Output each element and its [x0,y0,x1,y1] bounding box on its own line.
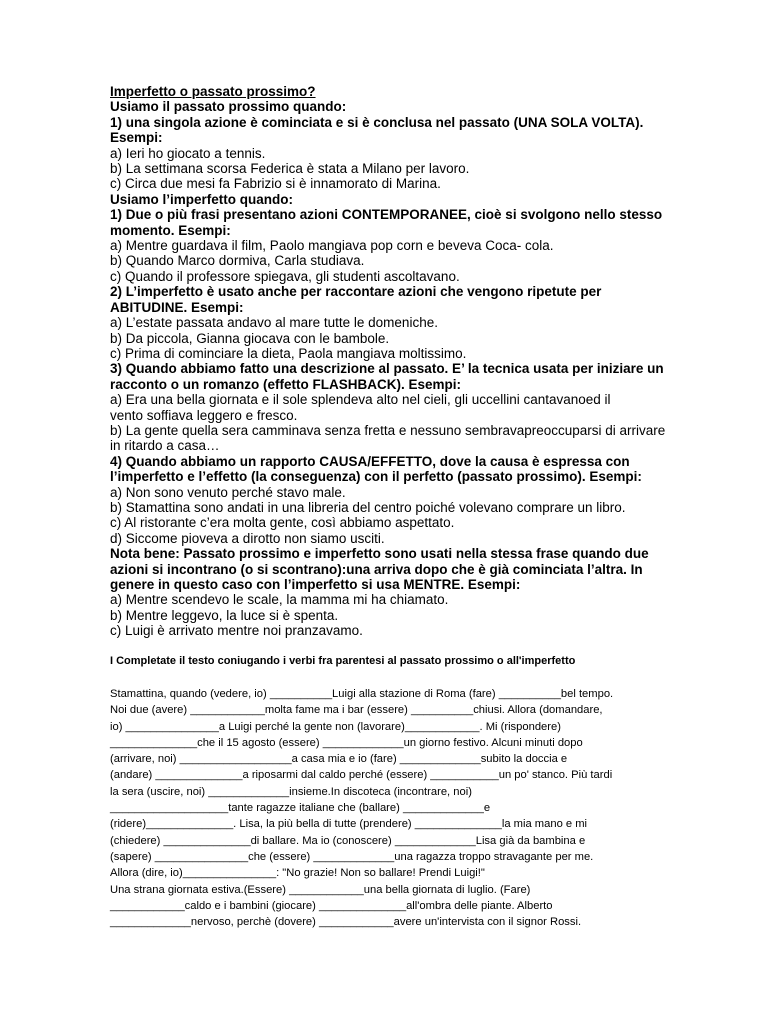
exercise-line: ______________che il 15 agosto (essere) _____________un giorno festivo. Alcuni minuti dopo [110,736,583,749]
exercise-line: Allora (dire, io)_______________: "No grazie! Non so ballare! Prendi Luigi!" [110,867,485,880]
theory-line: b) Stamattina sono andati in una libreria del centro poiché volevano comprare un libro. [110,499,626,515]
theory-line: d) Siccome pioveva a dirotto non siamo usciti. [110,530,385,546]
theory-line: 3) Quando abbiamo fatto una descrizione al passato. E’ la tecnica usata per iniziare un [110,361,664,377]
exercise-line: (chiedere) ______________di ballare. Ma io (conoscere) _____________Lisa già da bambina e [110,834,586,847]
theory-line: a) Mentre scendevo le scale, la mamma mi ha chiamato. [110,592,449,608]
exercise-line: (andare) ______________a riposarmi dal caldo perché (essere) ___________un po' stanco. Più tardi [110,769,613,782]
theory-line: b) Mentre leggevo, la luce si è spenta. [110,607,339,623]
theory-line: b) La settimana scorsa Federica è stata a Milano per lavoro. [110,161,470,177]
theory-line: 1) una singola azione è cominciata e si è conclusa nel passato (UNA SOLA VOLTA). [110,114,644,130]
theory-line: c) Quando il professore spiegava, gli studenti ascoltavano. [110,268,460,284]
theory-line: l’imperfetto e l’effetto (la conseguenza) con il perfetto (passato prossimo). Esempi: [110,469,642,485]
exercise-line: la sera (uscire, noi) _____________insieme.In discoteca (incontrare, noi) [110,785,472,798]
theory-line: a) Mentre guardava il film, Paolo mangiava pop corn e beveva Coca- cola. [110,238,554,254]
exercise-line: _____________nervoso, perchè (dovere) ____________avere un'intervista con il signor Rossi. [110,916,582,929]
theory-line: Imperfetto o passato prossimo? [110,84,316,99]
theory-line: in ritardo a casa… [110,438,220,454]
exercise-line: (ridere)______________. Lisa, la più bella di tutte (prendere) ______________la mia mano e mi [110,818,588,831]
theory-line: vento soffiava leggero e fresco. [110,407,298,423]
theory-line: momento. Esempi: [110,222,231,238]
theory-line: ABITUDINE. Esempi: [110,299,244,315]
theory-line: 2) L’imperfetto è usato anche per raccontare azioni che vengono ripetute per [110,284,602,300]
exercise-line: Stamattina, quando (vedere, io) __________Luigi alla stazione di Roma (fare) __________bel tempo. [110,688,614,700]
theory-line: b) La gente quella sera camminava senza fretta e nessuno sembravapreoccuparsi di arrivare [110,422,666,438]
theory-line: azioni si incontrano (o si scontrano):una arriva dopo che è già cominciata l’altra. In [110,561,643,577]
theory-line: genere in questo caso con l’imperfetto si usa MENTRE. Esempi: [110,577,521,592]
theory-line: Esempi: [110,130,163,146]
exercise-line: io) _______________a Luigi perché la gente non (lavorare)____________. Mi (rispondere) [110,720,561,733]
exercise-line: ____________caldo e i bambini (giocare) ______________all'ombra delle piante. Alberto [110,899,553,912]
theory-line: Nota bene: Passato prossimo e imperfetto sono usati nella stessa frase quando due [110,546,649,562]
theory-line: 4) Quando abbiamo un rapporto CAUSA/EFFETTO, dove la causa è espressa con [110,453,630,469]
exercise-text [110,686,710,930]
theory-line: c) Luigi è arrivato mentre noi pranzavamo. [110,623,363,639]
theory-line: Usiamo il passato prossimo quando: [110,99,347,115]
theory-line: a) Era una bella giornata e il sole splendeva alto nel cieli, gli uccellini cantavanoed il [110,392,611,408]
exercise-line: (arrivare, noi) __________________a casa mia e io (fare) _____________subito la doccia e [110,753,568,766]
exercise-line: (sapere) _______________che (essere) _____________una ragazza troppo stravagante per me. [110,850,594,863]
theory-line: a) Non sono venuto perché stavo male. [110,484,346,500]
theory-line: b) Da piccola, Gianna giocava con le bambole. [110,330,390,346]
theory-line: c) Circa due mesi fa Fabrizio si è innamorato di Marina. [110,176,441,192]
exercise-line: ___________________tante ragazze italiane che (ballare) _____________e [110,802,491,815]
theory-line: Usiamo l’imperfetto quando: [110,191,294,207]
exercise-title: I Completate il testo coniugando i verbi fra parentesi al passato prossimo o all'imperfetto [110,655,576,667]
grammar-explanation [110,84,710,639]
theory-line: racconto o un romanzo (effetto FLASHBACK). Esempi: [110,376,462,392]
exercise-line: Una strana giornata estiva.(Essere) ____________una bella giornata di luglio. (Fare) [110,883,531,896]
theory-line: c) Prima di cominciare la dieta, Paola mangiava moltissimo. [110,345,467,361]
exercise-line: Noi due (avere) ____________molta fame ma i bar (essere) __________chiusi. Allora (domandare, [110,704,603,717]
theory-line: b) Quando Marco dormiva, Carla studiava. [110,253,365,269]
theory-line: a) Ieri ho giocato a tennis. [110,145,266,161]
theory-line: 1) Due o più frasi presentano azioni CONTEMPORANEE, cioè si svolgono nello stesso [110,207,663,223]
theory-line: a) L’estate passata andavo al mare tutte le domeniche. [110,315,438,331]
theory-line: c) Al ristorante c’era molta gente, così abbiamo aspettato. [110,515,455,531]
